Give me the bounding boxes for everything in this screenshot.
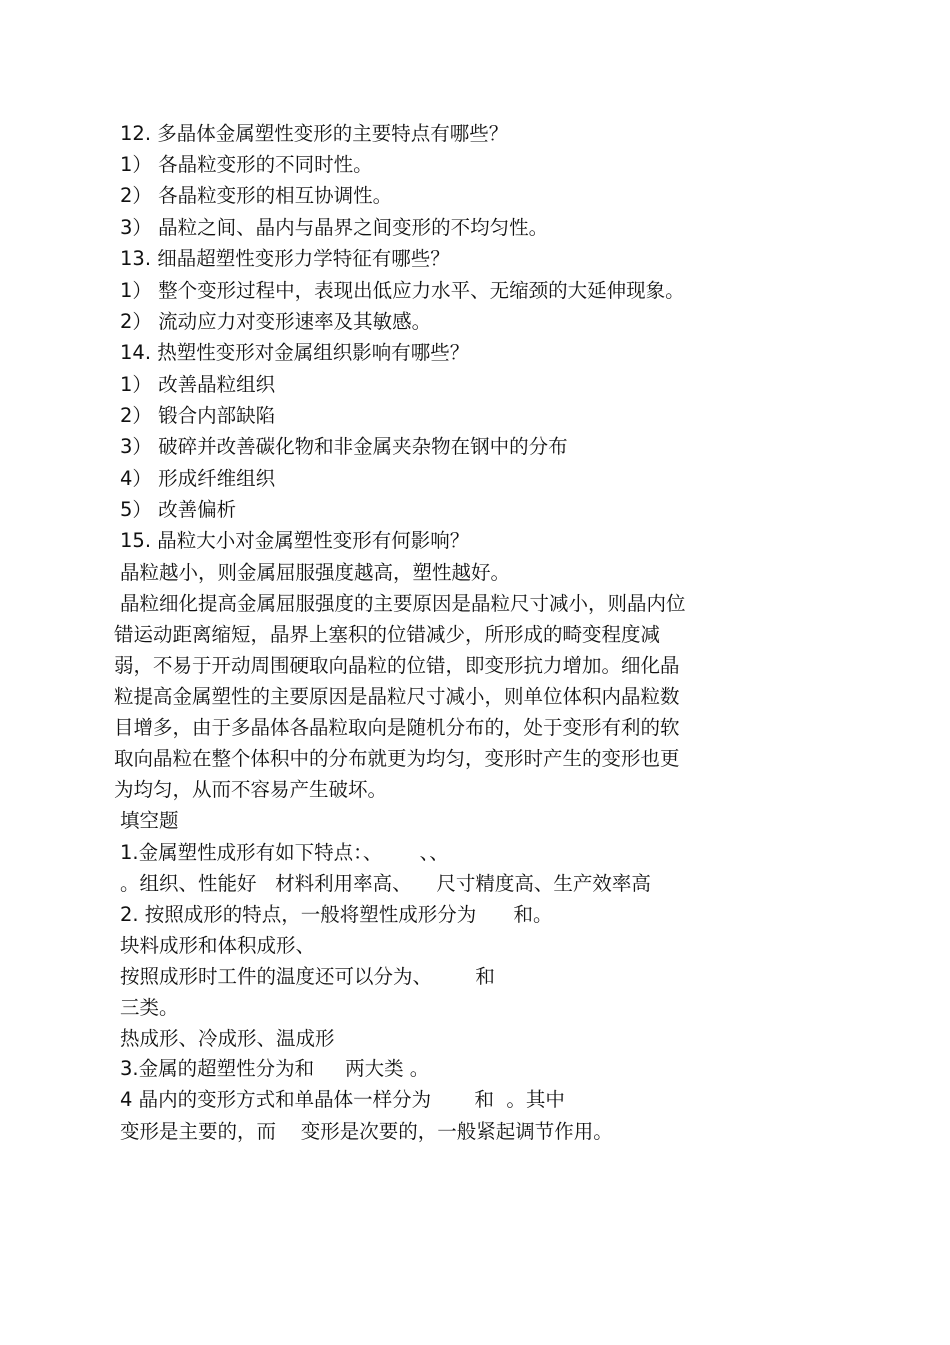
- fill-question-3: 3.金属的超塑性分为和 两大类 。: [120, 1057, 430, 1080]
- paragraph-line: 为均匀，从而不容易产生破坏。: [114, 778, 388, 801]
- answer-line: 5） 改善偏析: [120, 498, 237, 521]
- paragraph-line: 取向晶粒在整个体积中的分布就更为均匀，变形时产生的变形也更: [114, 747, 680, 770]
- answer-line: 1） 改善晶粒组织: [120, 373, 276, 396]
- fill-answer-2: 块料成形和体积成形、: [120, 934, 316, 957]
- paragraph-line: 错运动距离缩短，晶界上塞积的位错减少，所形成的畸变程度减: [114, 623, 661, 646]
- paragraph-line: 晶粒细化提高金属屈服强度的主要原因是晶粒尺寸减小，则晶内位: [120, 592, 686, 615]
- fill-answer-2b: 热成形、冷成形、温成形: [120, 1027, 335, 1050]
- fill-question-2: 2. 按照成形的特点，一般将塑性成形分为 和。: [120, 903, 553, 926]
- answer-line: 2） 各晶粒变形的相互协调性。: [120, 184, 393, 207]
- fill-question-1: 1.金属塑性成形有如下特点：、 、、: [120, 841, 449, 864]
- fill-answer-1: 。组织、性能好 材料利用率高、 尺寸精度高、生产效率高: [120, 872, 651, 895]
- paragraph-line: 弱，不易于开动周围硬取向晶粒的位错，即变形抗力增加。细化晶: [114, 654, 680, 677]
- answer-line: 1） 整个变形过程中，表现出低应力水平、无缩颈的大延伸现象。: [120, 279, 685, 302]
- paragraph-line: 目增多，由于多晶体各晶粒取向是随机分布的，处于变形有利的软: [114, 716, 680, 739]
- fill-question-4-cont: 变形是主要的，而 变形是次要的，一般紧起调节作用。: [120, 1120, 613, 1143]
- question-15: 15. 晶粒大小对金属塑性变形有何影响？: [120, 529, 470, 552]
- question-13: 13. 细晶超塑性变形力学特征有哪些？: [120, 247, 450, 270]
- section-title-fill-in: 填空题: [120, 809, 179, 832]
- answer-line: 3） 破碎并改善碳化物和非金属夹杂物在钢中的分布: [120, 435, 568, 458]
- question-14: 14. 热塑性变形对金属组织影响有哪些？: [120, 341, 470, 364]
- answer-line: 1） 各晶粒变形的不同时性。: [120, 153, 373, 176]
- paragraph-line: 粒提高金属塑性的主要原因是晶粒尺寸减小，则单位体积内晶粒数: [114, 685, 680, 708]
- answer-line: 3） 晶粒之间、晶内与晶界之间变形的不均匀性。: [120, 216, 549, 239]
- answer-line: 晶粒越小，则金属屈服强度越高，塑性越好。: [120, 561, 511, 584]
- fill-question-2b-cont: 三类。: [120, 996, 179, 1019]
- fill-question-2b: 按照成形时工件的温度还可以分为、 和: [120, 965, 495, 988]
- answer-line: 2） 流动应力对变形速率及其敏感。: [120, 310, 432, 333]
- answer-line: 4） 形成纤维组织: [120, 467, 276, 490]
- question-12: 12. 多晶体金属塑性变形的主要特点有哪些？: [120, 122, 509, 145]
- answer-line: 2） 锻合内部缺陷: [120, 404, 276, 427]
- fill-question-4: 4 晶内的变形方式和单晶体一样分为 和 。其中: [120, 1088, 565, 1111]
